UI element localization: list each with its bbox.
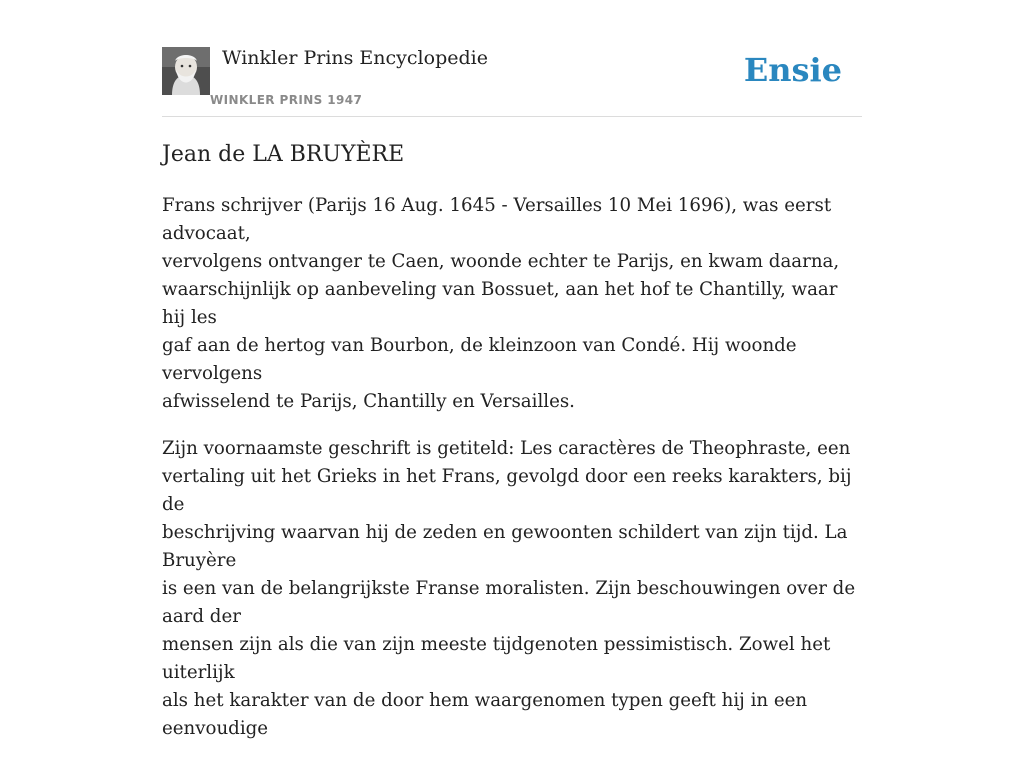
source-header [162, 46, 862, 117]
article-body [162, 192, 862, 762]
paragraph: Frans schrijver (Parijs 16 Aug. 1645 - Versailles 10 Mei 1696), was eerst advocaat, vervolgens ontvanger te Caen, woonde echter te Parijs, en kwam daarna, waarschijnlijk op aanbeveling van Bossuet, aan het hof te Chantilly, waar hij les gaf aan de hertog van Bourbon, de kleinzoon van Condé. Hij woonde vervolgens afwisselend te Parijs, Chantilly en Versailles. [162, 195, 840, 412]
source-subtitle[interactable]: WINKLER PRINS 1947 [210, 93, 363, 107]
avatar[interactable] [162, 47, 210, 95]
source-title[interactable]: Winkler Prins Encyclopedie [222, 47, 488, 69]
brand-logo[interactable]: Ensie [743, 51, 842, 89]
portrait-icon [162, 47, 210, 95]
article-title: Jean de LA BRUYÈRE [162, 142, 405, 167]
paragraph: Zijn voornaamste geschrift is getiteld: Les caractères de Theophraste, een vertaling uit het Grieks in het Frans, gevolgd door een reeks karakters, bij de beschrijving waarvan hij de zeden en gewoonten schildert van zijn tijd. La Bruyère is een van de belangrijkste Franse moralisten. Zijn beschouwingen over de aard der mensen zijn als die van zijn meeste tijdgenoten pessimistisch. Zowel het uiterlijk als het karakter van de door hem waargenomen typen geeft hij in een eenvoudige [162, 438, 856, 739]
